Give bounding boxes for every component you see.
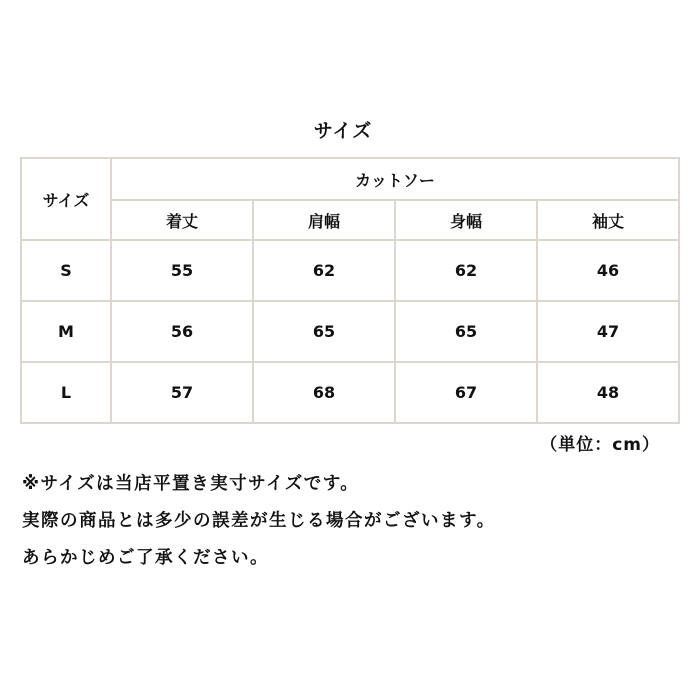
note-line: ※サイズは当店平置き実寸サイズです。 [22, 474, 360, 494]
page-title: サイズ [313, 120, 373, 142]
size-label: M [21, 301, 111, 362]
table-cell: 65 [395, 301, 537, 362]
table-row [21, 301, 679, 362]
table-cell: 57 [111, 362, 253, 423]
table-cell: 68 [253, 362, 395, 423]
column-header-shoulder: 肩幅 [253, 200, 395, 240]
table-cell: 62 [253, 240, 395, 301]
table-row [21, 240, 679, 301]
table-header-row [21, 158, 679, 200]
table-cell: 47 [537, 301, 679, 362]
size-table [20, 157, 680, 424]
column-header-sleeve: 袖丈 [537, 200, 679, 240]
table-cell: 48 [537, 362, 679, 423]
note-line: 実際の商品とは多少の誤差が生じる場合がございます。 [22, 511, 496, 531]
note-line: あらかじめご了承ください。 [22, 548, 269, 568]
table-cell: 56 [111, 301, 253, 362]
table-cell: 65 [253, 301, 395, 362]
notes-block [22, 466, 496, 577]
table-cell: 62 [395, 240, 537, 301]
table-cell: 55 [111, 240, 253, 301]
unit-label: （単位：cm） [540, 435, 660, 455]
table-row [21, 362, 679, 423]
column-header-chest: 身幅 [395, 200, 537, 240]
size-header-cell: サイズ [21, 158, 111, 240]
table-cell: 46 [537, 240, 679, 301]
size-label: L [21, 362, 111, 423]
size-label: S [21, 240, 111, 301]
column-header-length: 着丈 [111, 200, 253, 240]
measurement-header-row [21, 200, 679, 240]
garment-header-cell: カットソー [111, 158, 679, 200]
table-cell: 67 [395, 362, 537, 423]
